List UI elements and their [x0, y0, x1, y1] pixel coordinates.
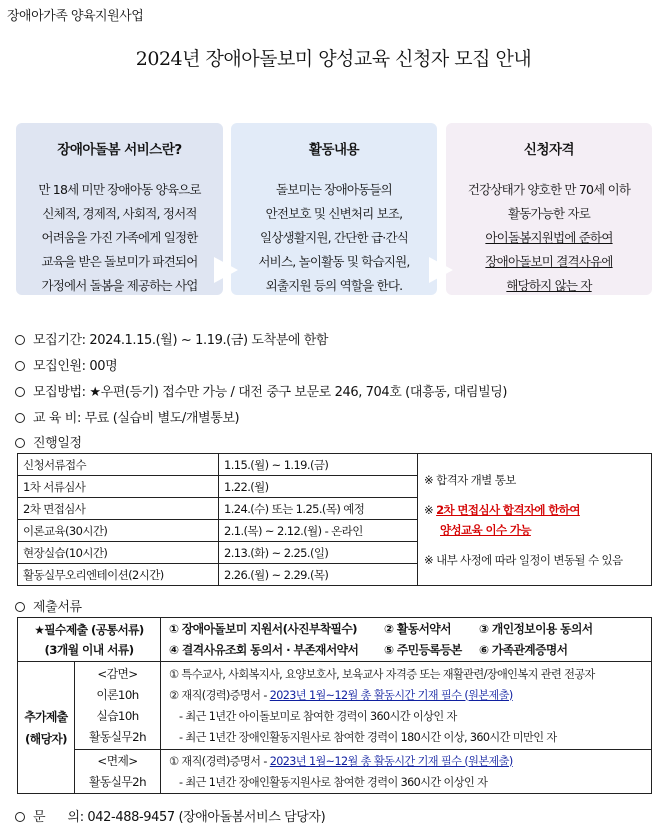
arrow-right-icon — [429, 257, 453, 283]
required-docs-list: ① 장애아돌보미 지원서(사진부착필수) ② 활동서약서 ③ 개인정보이용 동의서 ④ 결격사유조회 동의서 · 부존재서약서 ⑤ 주민등록등본 ⑥ 가족관계증명서 — [161, 618, 652, 662]
schedule-note: ※ 합격자 개별 통보 — [424, 472, 516, 487]
table-row — [18, 662, 652, 750]
info-box-eligibility — [446, 123, 652, 295]
schedule-note: ※ 내부 사정에 따라 일정이 변동될 수 있음 — [424, 552, 623, 567]
box-line: 서비스, 놀이활동 및 학습지원, — [258, 254, 410, 269]
schedule-date: 2.26.(월) ~ 2.29.(목) — [219, 564, 418, 586]
arrow-right-icon — [214, 257, 238, 283]
box-line: 활동가능한 자로 — [507, 206, 591, 221]
box-line: 해당하지 않는 자 — [506, 278, 592, 293]
circle-bullet-icon — [15, 602, 25, 612]
circle-bullet-icon — [15, 812, 25, 822]
box-line: 일상생활지원, 간단한 급·간식 — [260, 230, 408, 245]
schedule-note: 양성교육 이수 가능 — [440, 522, 531, 537]
schedule-step: 이론교육(30시간) — [18, 520, 219, 542]
box-line: 건강상태가 양호한 만 70세 이하 — [467, 182, 631, 197]
circle-bullet-icon — [15, 438, 25, 448]
schedule-step: 신청서류접수 — [18, 454, 219, 476]
box-heading: 활동내용 — [308, 142, 360, 158]
schedule-date: 1.22.(월) — [219, 476, 418, 498]
page-title: 2024년 장애아돌보미 양성교육 신청자 모집 안내 — [135, 48, 532, 70]
info-box-service — [16, 123, 223, 295]
schedule-date: 2.1.(목) ~ 2.12.(월) - 온라인 — [219, 520, 418, 542]
schedule-table — [17, 453, 652, 586]
box-line: 돌보미는 장애아동들의 — [276, 182, 392, 197]
recruit-period: 모집기간: 2024.1.15.(월) ~ 1.19.(금) 도착분에 한함 — [15, 329, 328, 348]
schedule-step: 활동실무오리엔테이션(2시간) — [18, 564, 219, 586]
reduction-label: <감면> 이론10h 실습10h 활동실무2h — [74, 662, 160, 750]
box-line: 외출지원 등의 역할을 한다. — [265, 278, 403, 293]
program-supertitle: 장애아가족 양육지원사업 — [7, 9, 144, 24]
schedule-step: 2차 면접심사 — [18, 498, 219, 520]
schedule-date: 1.24.(수) 또는 1.25.(목) 예정 — [219, 498, 418, 520]
schedule-date: 1.15.(월) ~ 1.19.(금) — [219, 454, 418, 476]
required-docs-label: ★필수제출 (공통서류) (3개월 이내 서류) — [18, 618, 161, 662]
box-line: 아이돌봄지원법에 준하여 — [485, 230, 613, 245]
circle-bullet-icon — [15, 413, 25, 423]
table-row — [18, 454, 652, 476]
contact-info: 문 의: 042-488-9457 (장애아돌봄서비스 담당자) — [15, 806, 325, 825]
schedule-heading: 진행일정 — [15, 432, 82, 451]
recruit-count: 모집인원: 00명 — [15, 355, 117, 374]
table-row — [18, 750, 652, 794]
education-fee: 교 육 비: 무료 (실습비 별도/개별통보) — [15, 407, 239, 426]
box-line: 교육을 받은 돌보미가 파견되어 — [41, 254, 198, 269]
circle-bullet-icon — [15, 335, 25, 345]
schedule-step: 1차 서류심사 — [18, 476, 219, 498]
box-line: 안전보호 및 신변처리 보조, — [265, 206, 403, 221]
recruit-method: 모집방법: ★우편(등기) 접수만 가능 / 대전 중구 보문로 246, 704호 (대흥동, 대림빌딩) — [15, 381, 507, 400]
box-heading: 신청자격 — [523, 142, 575, 158]
schedule-date: 2.13.(화) ~ 2.25.(일) — [219, 542, 418, 564]
circle-bullet-icon — [15, 361, 25, 371]
schedule-notes — [418, 454, 652, 586]
box-line: 장애아돌보미 결격사유에 — [485, 254, 613, 269]
info-box-activities — [231, 123, 437, 295]
box-line: 만 18세 미만 장애아동 양육으로 — [38, 182, 201, 197]
schedule-step: 현장실습(10시간) — [18, 542, 219, 564]
box-line: 가정에서 돌봄을 제공하는 사업 — [41, 278, 198, 293]
circle-bullet-icon — [15, 387, 25, 397]
exemption-docs: ① 재직(경력)증명서 - 2023년 1월~12월 총 활동시간 기재 필수 (원본제출) - 최근 1년간 장애인활동지원사로 참여한 경력이 360시간 이상인 자 — [161, 750, 652, 794]
schedule-note: ※ 2차 면접심사 합격자에 한하여 — [424, 502, 580, 517]
documents-table — [17, 617, 652, 794]
extra-docs-label: 추가제출 (해당자) — [18, 662, 75, 794]
box-line: 신체적, 경제적, 사회적, 정서적 — [42, 206, 197, 221]
exemption-label: <면제> 활동실무2h — [74, 750, 160, 794]
docs-heading: 제출서류 — [15, 596, 82, 615]
table-row — [18, 618, 652, 662]
box-line: 어려움을 가진 가족에게 일정한 — [41, 230, 198, 245]
box-heading: 장애아돌봄 서비스란? — [57, 142, 182, 158]
reduction-docs: ① 특수교사, 사회복지사, 요양보호사, 보육교사 자격증 또는 재활관련/장애인복지 관련 전공자 ② 재직(경력)증명서 - 2023년 1월~12월 총 활동시간 기재 필수 (원본제출) - 최근 1년간 아이돌보미로 참여한 경력이 360시간 이상인 자 - 최근 1년간 장애인활동지원사로 참여한 경력이 180시간 이상, 360시간 미만인 자 — [161, 662, 652, 750]
